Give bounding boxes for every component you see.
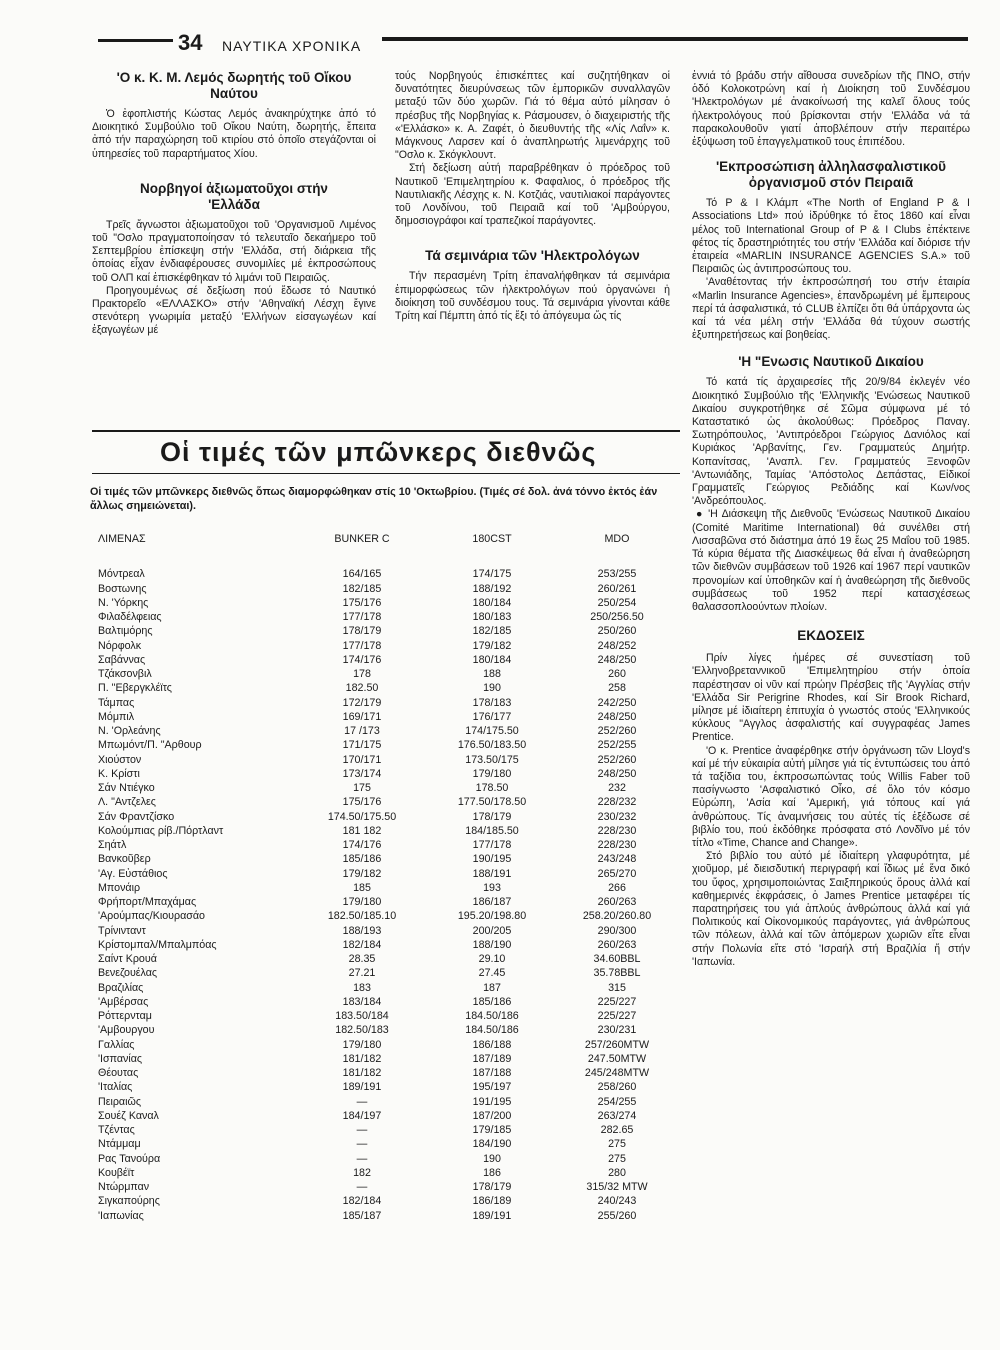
port-cell: Κολούμπιας ρίβ./Πόρτλαντ: [98, 824, 224, 837]
table-row: [98, 909, 678, 923]
table-row: [98, 781, 678, 795]
table-row: [98, 1180, 678, 1194]
price-cell: 173/174: [342, 767, 382, 780]
price-cell: 260/263: [597, 938, 637, 951]
price-cell: 29.10: [478, 953, 506, 966]
port-cell: 'Ιταλίας: [98, 1081, 133, 1094]
table-row: [98, 966, 678, 980]
price-cell: 180/183: [472, 611, 512, 624]
price-cell: —: [356, 1138, 368, 1151]
port-cell: Σαίντ Κρουά: [98, 953, 157, 966]
price-cell: 179/185: [472, 1124, 512, 1137]
table-row: [98, 895, 678, 909]
price-cell: 250/260: [597, 625, 637, 638]
price-cell: 177.50/178.50: [457, 796, 527, 809]
paragraph: ἐννιά τό βράδυ στήν αἴθουσα συνεδρίων τῆς ΠΝΟ, στήν ὁδό Κολοκοτρώνη καί ἡ Διοίκηση τοῦ Συνδέσμου 'Ηλεκτρολόγων μέ ἀνακοίνωσή της καλεῖ ὅλους τούς ἠλεκτρολόγους πού βρίσκονται στήν 'Ελλάδα νά τά παρακολουθοῦν γιατί ἀποβλέπουν στήν περαιτέρω ἐξύψωση τοῦ ἐπαγγελματικοῦ τους ἐπιπέδου.: [692, 70, 970, 149]
price-cell: 253/255: [597, 568, 637, 581]
price-cell: 228/232: [597, 796, 637, 809]
port-cell: Κ. Κρίστι: [98, 767, 140, 780]
port-cell: Κρίστομπαλ/Μπαλμπόας: [98, 938, 217, 951]
price-cell: 258.20/260.80: [582, 910, 652, 923]
table-row: [98, 838, 678, 852]
price-cell: 178/179: [472, 810, 512, 823]
price-cell: 187/189: [472, 1052, 512, 1065]
column-header: 180CST: [472, 533, 512, 545]
price-cell: 248/250: [597, 653, 637, 666]
price-cell: 190: [483, 682, 501, 695]
price-cell: 188/193: [342, 924, 382, 937]
port-cell: Ρόττερνταμ: [98, 1010, 152, 1023]
price-cell: 176.50/183.50: [457, 739, 527, 752]
price-cell: 189/191: [472, 1209, 512, 1222]
port-cell: 'Αρούμπας/Κιουρασάο: [98, 910, 205, 923]
paragraph: Ὁ ἐφοπλιστής Κώστας Λεμός ἀνακηρύχτηκε ἀπό τό Διοικητικό Συμβούλιο τοῦ Οἴκου Ναύτη, δωρητής, ἔπειτα ἀπό τήν παραχώρηση τοῦ κτιρίου στό ὁποῖο στεγάζονται οἱ ὑπηρεσίες τοῦ παραρτήματος Χίου.: [92, 108, 376, 160]
bunker-title: Οἱ τιμές τῶν μπῶνκερς διεθνῶς: [160, 437, 597, 467]
price-cell: 173.50/175: [465, 753, 519, 766]
port-cell: Σάν Ντιέγκο: [98, 782, 155, 795]
port-cell: Μόμπιλ: [98, 710, 135, 723]
column-1: [92, 70, 376, 338]
price-cell: 182/185: [472, 625, 512, 638]
publication-name: ΝΑΥΤΙΚΑ ΧΡΟΝΙΚΑ: [222, 38, 362, 54]
price-cell: 275: [608, 1152, 626, 1165]
price-cell: 185/186: [342, 853, 382, 866]
port-cell: Βαλτιμόρης: [98, 625, 153, 638]
price-cell: 315/32 MTW: [586, 1181, 648, 1194]
port-cell: Σηάτλ: [98, 839, 127, 852]
table-row: [98, 624, 678, 638]
price-cell: 35.78BBL: [593, 967, 641, 980]
price-cell: 190/195: [472, 853, 512, 866]
price-cell: 189/191: [342, 1081, 382, 1094]
port-cell: Χιούστον: [98, 753, 142, 766]
price-cell: 260: [608, 668, 626, 681]
price-cell: 230/232: [597, 810, 637, 823]
price-cell: 188/190: [472, 938, 512, 951]
paragraph: Στό βιβλίο του αὐτό μέ ἰδιαίτερη γλαφυρότητα, μέ χιοῦμορ, μέ διεισδυτική περιγραφή καί ἴδιως μέ ἕνα δικό του ὕφος, χρησιμοποιώντας Σαιξπηρικούς ὅρους ἀλλά καί καθημερινές ἐκφράσεις, ὁ James Prentice μεταφέρει τίς παρατηρήσεις του γιά ἁπλούς ἀνθρώπους ἀλλά καί γιά Πολιτικούς καί Οἰκονομικούς παράγοντες, γιά ἀνθρώπους τῶν πόλεων, ἀλλά καί τῶν ἀπόμερων χωριῶν εἴτε εἶναι στήν Πολωνία εἴτε στό 'Ισραήλ στή Βραζιλία ἤ στήν 'Ιαπωνία.: [692, 850, 970, 968]
price-cell: 174/175: [472, 568, 512, 581]
port-cell: Μόντρεαλ: [98, 568, 145, 581]
port-cell: Τζέντας: [98, 1124, 135, 1137]
price-cell: 179/180: [472, 767, 512, 780]
price-cell: 182.50: [345, 682, 379, 695]
bunker-prices-table: [98, 533, 678, 1223]
price-cell: 275: [608, 1138, 626, 1151]
price-cell: —: [356, 1181, 368, 1194]
price-cell: 169/171: [342, 710, 382, 723]
column-3: [692, 70, 970, 969]
price-cell: —: [356, 1152, 368, 1165]
price-cell: 175/176: [342, 596, 382, 609]
price-cell: 183: [353, 981, 371, 994]
price-cell: 290/300: [597, 924, 637, 937]
title-underline: [92, 473, 680, 474]
port-cell: Βοστωνης: [98, 582, 147, 595]
price-cell: 260/261: [597, 582, 637, 595]
column-header: BUNKER C: [334, 533, 390, 545]
price-cell: 250/254: [597, 596, 637, 609]
table-row: [98, 681, 678, 695]
price-cell: 180/184: [472, 596, 512, 609]
price-cell: 252/255: [597, 739, 637, 752]
price-cell: 182: [353, 1166, 371, 1179]
port-cell: Ν. 'Υόρκης: [98, 596, 149, 609]
price-cell: 28.35: [348, 953, 376, 966]
table-row: [98, 810, 678, 824]
port-cell: Ντώρμπαν: [98, 1181, 150, 1194]
price-cell: 182.50/183: [335, 1024, 389, 1037]
price-cell: 230/231: [597, 1024, 637, 1037]
price-cell: 183.50/184: [335, 1010, 389, 1023]
price-cell: 228/230: [597, 839, 637, 852]
price-cell: 263/274: [597, 1109, 637, 1122]
price-cell: 280: [608, 1166, 626, 1179]
header-rule-right: [382, 37, 968, 41]
port-cell: Θέουτας: [98, 1067, 139, 1080]
table-row: [98, 582, 678, 596]
port-cell: Σαβάννας: [98, 653, 146, 666]
price-cell: 175/176: [342, 796, 382, 809]
table-row: [98, 1038, 678, 1052]
table-row: [98, 1152, 678, 1166]
price-cell: 182/185: [342, 582, 382, 595]
price-cell: 185/187: [342, 1209, 382, 1222]
port-cell: Σιγκαπούρης: [98, 1195, 160, 1208]
port-cell: Λ. "Αντζελες: [98, 796, 156, 809]
price-cell: 177/178: [472, 839, 512, 852]
price-cell: 177/178: [342, 639, 382, 652]
price-cell: 225/227: [597, 995, 637, 1008]
price-cell: 178.50: [475, 782, 509, 795]
price-cell: 200/205: [472, 924, 512, 937]
price-cell: 17 /173: [344, 725, 380, 738]
heading-lemos: 'Ο κ. Κ. Μ. Λεμός δωρητής τοῦ Οἴκου Ναύτου: [116, 70, 352, 101]
price-cell: 257/260MTW: [584, 1038, 650, 1051]
price-cell: 179/180: [342, 1038, 382, 1051]
port-cell: 'Ισπανίας: [98, 1052, 143, 1065]
price-cell: 178/183: [472, 696, 512, 709]
price-cell: 178/179: [342, 625, 382, 638]
port-cell: Ν. 'Ορλεάνης: [98, 725, 161, 738]
price-cell: 185: [353, 881, 371, 894]
price-cell: 187: [483, 981, 501, 994]
table-row: [98, 1080, 678, 1094]
price-cell: 258/260: [597, 1081, 637, 1094]
price-cell: —: [356, 1095, 368, 1108]
table-row: [98, 767, 678, 781]
price-cell: 190: [483, 1152, 501, 1165]
price-cell: 282.65: [600, 1124, 634, 1137]
table-row: [98, 1066, 678, 1080]
price-cell: 174.50/175.50: [327, 810, 397, 823]
heading-pi-representation: 'Εκπροσώπιση ἀλληλασφαλιστικοῦ ὀργανισμοῦ στόν Πειραιᾶ: [715, 159, 947, 191]
price-cell: 225/227: [597, 1010, 637, 1023]
port-cell: Μπωμόντ/Π. "Αρθουρ: [98, 739, 202, 752]
price-cell: 252/260: [597, 725, 637, 738]
price-cell: 186: [483, 1166, 501, 1179]
table-row: [98, 1009, 678, 1023]
price-cell: 247.50MTW: [587, 1052, 647, 1065]
price-cell: 248/250: [597, 710, 637, 723]
price-cell: 174/175.50: [465, 725, 519, 738]
price-cell: 178/179: [472, 1181, 512, 1194]
price-cell: 232: [608, 782, 626, 795]
price-cell: 183/184: [342, 995, 382, 1008]
price-cell: 254/255: [597, 1095, 637, 1108]
price-cell: 248/250: [597, 767, 637, 780]
port-cell: Βανκοῦβερ: [98, 853, 151, 866]
paragraph: Τό κατά τίς ἀρχαιρεσίες τῆς 20/9/84 ἐκλεγέν νέο Διοικητικό Συμβούλιο τῆς 'Ελληνικῆς 'Ενώσεως Ναυτικοῦ Δικαίου συγκροτήθηκε σέ Σῶμα σύμφωνα μέ τό Καταστατικό ὡς ἀκολούθως: Πρόεδρος Παναγ. Σωτηρόπουλος, 'Αντιπρόεδροι Γεώργιος Δανιόλος καί Κυριάκος 'Αρβανίτης, Γεν. Γραμματεύς Δημήτρ. Κοπανίτσας, 'Αναπλ. Γεν. Γραμματεύς Ξενοφῶν 'Αντωνιάδης, Ταμίας 'Απόστολος Δεπάστας, Εἰδικοί Γραμματεῖς Γεώργιος Ρεδιάδης καί Κων/νος 'Ανδρεόπουλος.: [692, 376, 970, 508]
port-cell: Τάμπας: [98, 696, 135, 709]
table-row: [98, 1095, 678, 1109]
price-cell: 184/190: [472, 1138, 512, 1151]
heading-seminars: Τά σεμινάρια τῶν 'Ηλεκτρολόγων: [425, 248, 640, 264]
price-cell: 184.50/186: [465, 1010, 519, 1023]
price-cell: 184.50/186: [465, 1024, 519, 1037]
table-row: [98, 981, 678, 995]
table-row: [98, 710, 678, 724]
price-cell: 188/192: [472, 582, 512, 595]
price-cell: 27.45: [478, 967, 506, 980]
price-cell: 174/176: [342, 839, 382, 852]
table-row: [98, 738, 678, 752]
port-cell: Τρίνινταντ: [98, 924, 146, 937]
price-cell: 184/197: [342, 1109, 382, 1122]
paragraph: Τήν περασμένη Τρίτη ἐπαναλήφθηκαν τά σεμινάρια ἐπιμορφώσεως τῶν ἠλεκτρολόγων πού ὀργανώνει ἡ διοίκηση τοῦ συνδέσμου τους. Τά σεμινάρια γίνονται κάθε Τρίτη καί Πέμπτη ἀπό τίς ἔξι τό ἀπόγευμα ὥς τίς: [395, 270, 670, 323]
table-row: [98, 1166, 678, 1180]
price-cell: 182/184: [342, 1195, 382, 1208]
price-cell: 174/176: [342, 653, 382, 666]
table-row: [98, 881, 678, 895]
price-cell: 179/182: [342, 867, 382, 880]
table-row: [98, 610, 678, 624]
price-cell: 181/182: [342, 1067, 382, 1080]
price-cell: 193: [483, 881, 501, 894]
table-row: [98, 1052, 678, 1066]
port-cell: Μπονάιρ: [98, 881, 141, 894]
port-cell: 'Αμβέρσας: [98, 995, 149, 1008]
price-cell: 195/197: [472, 1081, 512, 1094]
price-cell: 258: [608, 682, 626, 695]
table-row: [98, 1137, 678, 1151]
price-cell: 186/189: [472, 1195, 512, 1208]
table-row: [98, 1209, 678, 1223]
paragraph: ● 'Η Διάσκεψη τῆς Διεθνοῦς 'Ενώσεως Ναυτικοῦ Δικαίου (Comité Maritime International) θά συνέλθει στή Λισσαβῶνα στό διάστημα ἀπό 19 ἕως 25 Μαΐου τοῦ 1985. Τά κύρια θέματα τῆς Διασκέψεως θά εἶναι ἡ ἀναθεώρηση τῶν διεθνῶν συμβάσεων τοῦ 1926 καί 1967 περί ναυτικῶν προνομίων καί ὑποθηκῶν καί ἡ ἀναθεώρηση τῆς διεθνοῦς συμβάσεως τοῦ 1952 περί κατασχέσεως θαλασσοπλοούντων πλοίων.: [692, 508, 970, 613]
table-row: [98, 824, 678, 838]
table-row: [98, 724, 678, 738]
price-cell: 187/200: [472, 1109, 512, 1122]
table-row: [98, 653, 678, 667]
table-row: [98, 753, 678, 767]
price-cell: 188: [483, 668, 501, 681]
price-cell: 176/177: [472, 710, 512, 723]
price-cell: 243/248: [597, 853, 637, 866]
port-cell: Ρας Τανούρα: [98, 1152, 161, 1165]
header-rule-left: [98, 39, 173, 42]
price-cell: 250/256.50: [590, 611, 644, 624]
port-cell: Ντάμμαμ: [98, 1138, 141, 1151]
price-cell: 195.20/198.80: [457, 910, 527, 923]
table-row: [98, 952, 678, 966]
price-cell: 185/186: [472, 995, 512, 1008]
price-cell: 178: [353, 668, 371, 681]
port-cell: Φρήπορτ/Μπαχάμας: [98, 896, 197, 909]
table-row: [98, 1023, 678, 1037]
price-cell: 182.50/185.10: [327, 910, 397, 923]
price-cell: 260/263: [597, 896, 637, 909]
port-cell: Π. "Εβεργκλέϊτς: [98, 682, 172, 695]
heading-publications: ΕΚΔΟΣΕΙΣ: [797, 628, 865, 644]
port-cell: Σάν Φραντζίσκο: [98, 810, 175, 823]
port-cell: 'Αμβουργου: [98, 1024, 155, 1037]
price-cell: 187/188: [472, 1067, 512, 1080]
column-2: [395, 70, 670, 323]
table-row: [98, 795, 678, 809]
price-cell: 179/182: [472, 639, 512, 652]
port-cell: Σουέζ Καναλ: [98, 1109, 159, 1122]
port-cell: Φιλαδέλφειας: [98, 611, 162, 624]
port-cell: Νόρφολκ: [98, 639, 142, 652]
price-cell: 181/182: [342, 1052, 382, 1065]
price-cell: 179/180: [342, 896, 382, 909]
price-cell: 186/187: [472, 896, 512, 909]
table-row: [98, 852, 678, 866]
heading-maritime-law: 'Η "Ενωσις Ναυτικοῦ Δικαίου: [738, 354, 924, 370]
price-cell: 164/165: [342, 568, 382, 581]
table-row: [98, 924, 678, 938]
price-cell: 248/252: [597, 639, 637, 652]
price-cell: 228/230: [597, 824, 637, 837]
price-cell: 315: [608, 981, 626, 994]
table-row: [98, 596, 678, 610]
paragraph: Πρίν λίγες ἡμέρες σέ συνεστίαση τοῦ 'Ελληνοβρεταννικοῦ 'Επιμελητηρίου στήν ὁποία παρέστησαν οἱ νῦν καί πρώην Πρέσβεις τῆς 'Αγγλίας στήν 'Ελλάδα Sir Perigrine Rhodes, καί Sir Brook Richard, μίλησε μέ ἰδιαίτερη ἐπιτυχία ὁ γνωστός στούς 'Ελληνικούς κύκλους "Αγγλος ἀσφαλιστής καί συγγραφέας James Prentice.: [692, 652, 970, 744]
price-cell: 255/260: [597, 1209, 637, 1222]
price-cell: 34.60BBL: [593, 953, 641, 966]
price-cell: 245/248MTW: [584, 1067, 650, 1080]
price-cell: 188/191: [472, 867, 512, 880]
table-row: [98, 938, 678, 952]
price-cell: 180/184: [472, 653, 512, 666]
paragraph: 'Ο κ. Prentice ἀναφέρθηκε στήν ὀργάνωση τῶν Lloyd's καί μέ τήν εὐκαιρία αὐτή μίλησε γιά τίς ἐντυπώσεις του ἀπό τά ταξίδια του, ἐκπροσωπώντας τούς Willis Faber τοῦ πασίγνωστο 'Ασφαλιστικό Οἶκο, σέ ὅλο τόν κόσμο Εὐρώπη, 'Ασία καί 'Αμερική, γιά τόπους καί γιά ἀνθρώπους. Τίς ἀναμνήσεις του αὐτές τίς ἐξέδωσε σέ βιβλίο του, πού ἐκδόθηκε πρόσφατα στό Λονδῖνο μέ τόν τίτλο «Time, Chance and Change».: [692, 744, 970, 849]
page-number: 34: [178, 30, 203, 55]
price-cell: 266: [608, 881, 626, 894]
paragraph: τούς Νορβηγούς ἐπισκέπτες καί συζητήθηκαν οἱ δυνατότητες διευρύνσεως τῶν ἐμπορικῶν συναλλαγῶν μεταξύ τῶν δύο χωρῶν. Γιά τό θέμα αὐτό μίλησαν ὁ πρέσβυς τῆς Νορβηγίας κ. Ράσμουσεν, ὁ διαχειριστής τῆς «'Ελλάσκο» κ. Α. Ζαφέτ, ὁ διευθυντής τῆς «Λίς Λαΐν» κ. Μάγκνους Λαρσεν καί ὁ ἀναπληρωτής λιμενάρχης τοῦ "Οσλο κ. Σκόγκλουντ.: [395, 70, 670, 162]
bunker-intro: Οἱ τιμές τῶν μπῶνκερς διεθνῶς ὅπως διαμορφώθηκαν στίς 10 'Οκτωβρίου. (Τιμές σέ δολ. ἀνά τόννο ἐκτός ἐάν ἄλλως σημειώνεται).: [90, 486, 658, 512]
paragraph: Προηγουμένως σέ δεξίωση πού ἔδωσε τό Ναυτικό Πρακτορεῖο «ΕΛΛΑΣΚΟ» στήν 'Αθηναϊκή Λέσχη ἔγινε στενότερη γνωριμία μεταξύ 'Ελλήνων εἰσαγωγέων καί ἐξαγωγέων μέ: [92, 284, 376, 337]
paragraph: Τό P & I Κλάμπ «The North of England P & I Associations Ltd» πού ἱδρύθηκε τό ἔτος 1860 καί εἶναι μέλος τοῦ International Group of P & I Clubs ἐπέκτεινε φέτος τίς δραστηριότητές του στήν 'Ελλάδα καί διόρισε τήν ἑταιρεία «MARLIN INSURANCE AGENCIES S.A.» τοῦ Πειραιῶς ὡς ἀντιπροσώπους του.: [692, 197, 970, 276]
table-row: [98, 1194, 678, 1208]
price-cell: 181 182: [342, 824, 382, 837]
price-cell: 177/178: [342, 611, 382, 624]
port-cell: Κουβέϊτ: [98, 1166, 135, 1179]
price-cell: 171/175: [342, 739, 382, 752]
price-cell: 186/188: [472, 1038, 512, 1051]
table-row: [98, 867, 678, 881]
price-cell: 242/250: [597, 696, 637, 709]
paragraph: 'Αναθέτοντας τήν ἐκπροσώπησή του στήν ἑταιρία «Marlin Insurance Agencies», ἐπανδρωμένη μέ ἔμπειρους περί τά ἀσφαλιστικά, τό CLUB ἐλπίζει ὅτι θά ὑπάρχοντα ὡς καί τά νέα μέλη στήν 'Ελλάδα θά τύχουν σωστής ἐξυπηρετήσεως καί βοηθείας.: [692, 276, 970, 342]
table-row: [98, 567, 678, 581]
price-cell: —: [356, 1124, 368, 1137]
table-header-row: [98, 533, 678, 553]
port-cell: Γαλλίας: [98, 1038, 135, 1051]
table-row: [98, 995, 678, 1009]
price-cell: 184/185.50: [465, 824, 519, 837]
table-row: [98, 667, 678, 681]
price-cell: 172/179: [342, 696, 382, 709]
column-header: ΛΙΜΕΝΑΣ: [98, 533, 146, 545]
port-cell: 'Αγ. Εὐστάθιος: [98, 867, 168, 880]
heading-norwegians: Νορβηγοί ἀξιωματοῦχοι στήν 'Ελλάδα: [140, 180, 328, 212]
table-row: [98, 1123, 678, 1137]
port-cell: Πειραιῶς: [98, 1095, 141, 1108]
price-cell: 191/195: [472, 1095, 512, 1108]
price-cell: 27.21: [348, 967, 376, 980]
price-cell: 240/243: [597, 1195, 637, 1208]
port-cell: 'Ιαπωνίας: [98, 1209, 144, 1222]
port-cell: Βενεζουέλας: [98, 967, 158, 980]
price-cell: 265/270: [597, 867, 637, 880]
section-rule: [92, 430, 680, 432]
port-cell: Βραζιλίας: [98, 981, 144, 994]
table-row: [98, 1109, 678, 1123]
price-cell: 182/184: [342, 938, 382, 951]
table-row: [98, 639, 678, 653]
price-cell: 175: [353, 782, 371, 795]
paragraph: Τρεῖς ἄγνωστοι ἀξιωματοῦχοι τοῦ 'Οργανισμοῦ Λιμένος τοῦ "Οσλο πραγματοποίησαν τό τελευταῖο δεκαήμερο τοῦ Σεπτεμβρίου ἐπίσκεψη στήν 'Ελλάδα, στή διάρκεια τῆς ὁποίας εἶχαν ἐνδιαφέρουσες συνομιλίες μέ ἐκπροσώπους τοῦ ΟΛΠ καί ἐπισκέφθηκαν τό λιμάνι τοῦ Πειραιῶς.: [92, 218, 376, 284]
table-row: [98, 696, 678, 710]
table-body: [98, 567, 678, 1223]
price-cell: 170/171: [342, 753, 382, 766]
price-cell: 252/260: [597, 753, 637, 766]
column-header: MDO: [604, 533, 630, 545]
port-cell: Τζάκσονβιλ: [98, 668, 152, 681]
paragraph: Στή δεξίωση αὐτή παραβρέθηκαν ὁ πρόεδρος τοῦ Ναυτικοῦ 'Επιμελητηρίου κ. Φαφαλιος, ὁ πρόεδρος τῆς Ναυτιλιακῆς Λέσχης κ. Ν. Κοτζιάς, ναυτιλιακοί παράγοντες τοῦ Λονδίνου, τοῦ Πειραιᾶ καί τοῦ 'Αμβούργου, δημοσιογράφοι καί τραπεζικοί παράγοντες.: [395, 162, 670, 228]
